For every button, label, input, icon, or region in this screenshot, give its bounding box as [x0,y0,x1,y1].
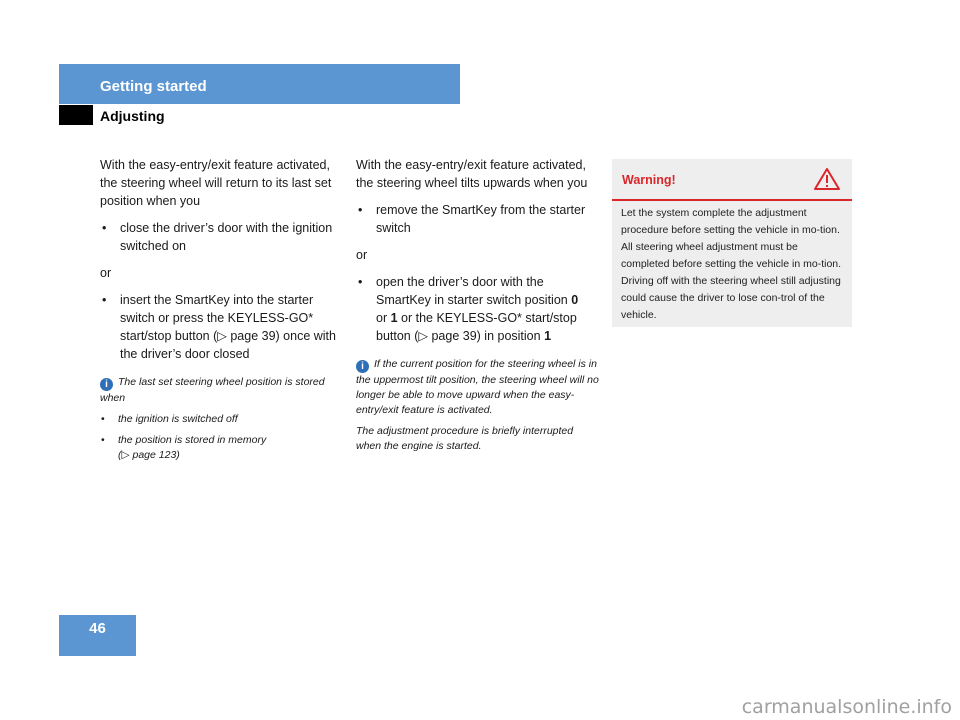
info-icon: i [100,378,113,391]
watermark: carmanualsonline.info [741,696,952,718]
left-column [100,156,342,469]
left-note-bullet2-line1: the position is stored in memory [118,434,267,446]
list-item [356,273,600,345]
list-item: • insert the SmartKey into the starter switch or press the KEYLESS-GO* start/stop button (▷ page 39) once with the driver’s door closed [100,291,342,363]
middle-bullet-list [356,273,600,345]
warning-divider [612,199,852,201]
left-note-intro-line [100,375,342,406]
left-note [100,375,342,463]
middle-or: or [356,248,368,262]
left-intro: With the easy-entry/exit feature activated, the steering wheel will return to its last set position when you [100,158,332,208]
left-or: or [100,266,112,280]
subsection-title: Adjusting [100,108,165,124]
middle-column [356,156,600,460]
middle-note-text1-line [356,357,600,418]
middle-bullet2-text: or [376,311,391,325]
left-bullet-list [100,291,342,363]
warning-text: Let the system complete the adjustment procedure before setting the vehicle in mo-tion. All steering wheel adjustment must be completed before setting the vehicle in mo-tion. Driving off with the steering wheel still adjusting could cause the driver to lose con-trol of the vehicle. [621,207,842,321]
left-note-intro: The last set steering wheel position is stored when [100,376,325,404]
middle-note [356,357,600,454]
middle-note-text1: If the current position for the steering wheel is in the uppermost tilt position, the steering wheel will no longer be able to move upward when the easy-entry/exit feature is activated. [356,358,599,416]
switch-position-1: 1 [544,329,552,343]
list-item: • the ignition is switched off [100,412,342,427]
middle-bullet2-text: open the driver’s door with the SmartKey in starter switch position [376,275,572,307]
left-bullet-list [100,219,342,255]
warning-triangle-icon [813,167,841,191]
switch-position-1: 1 [390,311,398,325]
left-note-bullet2-line2: (▷ page 123) [118,449,180,461]
middle-bullet-list [356,201,600,237]
header-marker [59,105,93,125]
list-item: • remove the SmartKey from the starter switch [356,201,600,237]
middle-bullet2-text: or the KEYLESS-GO* start/stop button (▷ page 39) in position [376,311,577,343]
middle-note-text2: The adjustment procedure is briefly interrupted when the engine is started. [356,425,574,452]
middle-intro: With the easy-entry/exit feature activated, the steering wheel tilts upwards when you [356,158,588,190]
warning-title: Warning! [622,173,676,187]
list-item [100,433,342,463]
info-icon: i [356,360,369,373]
list-item: • close the driver’s door with the ignition switched on [100,219,342,255]
left-note-list [100,412,342,463]
switch-position-0: 0 [571,293,579,307]
section-title: Getting started [100,78,207,95]
page-number: 46 [89,620,106,637]
